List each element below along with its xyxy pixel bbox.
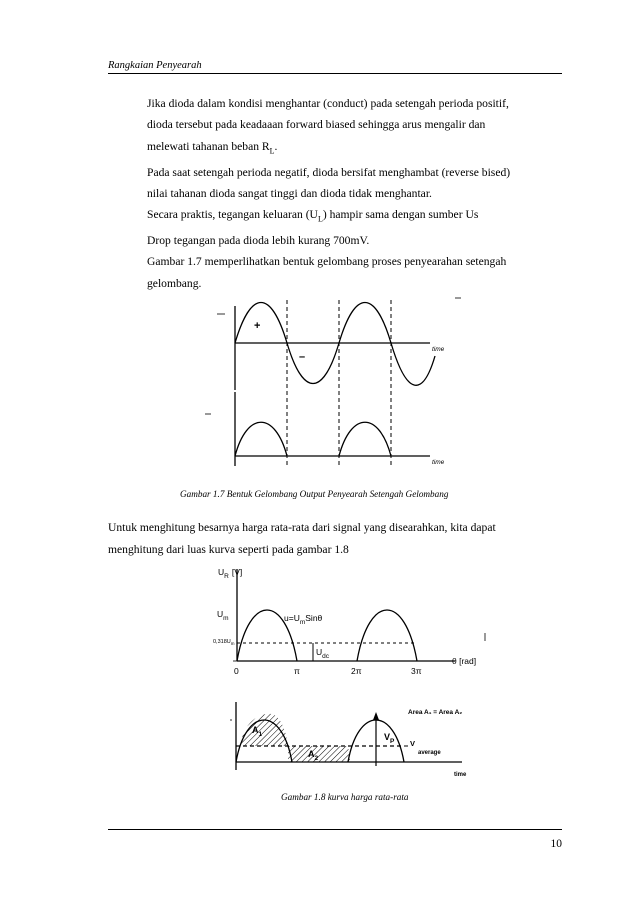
page-number: 10	[550, 838, 562, 850]
paragraph-conduct	[147, 93, 561, 294]
text-line: Secara praktis, tegangan keluaran (U	[147, 208, 318, 222]
figure-1-7-caption: Gambar 1.7 Bentuk Gelombang Output Penyearah Setengah Gelombang	[180, 489, 449, 499]
text-line: nilai tahanan dioda sangat tinggi dan dioda tidak menghantar.	[147, 186, 432, 200]
time-label-top: time	[432, 346, 445, 353]
positive-sign: +	[254, 320, 261, 332]
rectified-pulse	[339, 422, 391, 456]
sine-input-wave	[235, 303, 435, 386]
text-line: Untuk menghitung besarnya harga rata-rata dari signal yang disearahkan, kita dapat	[108, 521, 496, 534]
text-line: Gambar 1.7 memperlihatkan bentuk gelombang proses penyearahan setengah	[147, 255, 507, 269]
time-label-bottom: time	[432, 459, 445, 466]
arrow-head	[373, 712, 379, 720]
figure-1-8-caption: Gambar 1.8 kurva harga rata-rata	[281, 792, 409, 802]
x-axis-label: θ [rad]	[452, 656, 477, 666]
a1-label: $A_1$	[252, 725, 263, 738]
equation-label: $u=U_mSin\theta$	[284, 613, 323, 626]
text-line: .	[274, 139, 278, 153]
area-equation: Area A₁ = Area A₂	[408, 709, 463, 716]
subscript: L	[269, 146, 275, 156]
text-line: menghitung dari luas kurva seperti pada gambar 1.8	[108, 543, 349, 556]
udc-label: $U_{dc}$	[316, 647, 330, 660]
paragraph-average	[108, 517, 562, 561]
text-line: melewati tahanan beban R	[147, 139, 270, 153]
figure-1-7-waveforms	[195, 296, 465, 470]
vp-label: $V_P$	[384, 732, 395, 745]
text-line: ) hampir sama dengan sumber Us	[322, 208, 479, 222]
tick-label: 3π	[411, 666, 422, 676]
figure-1-8-area-diagram	[222, 700, 492, 784]
text-line: dioda tersebut pada keadaaan forward biased sehingga arus mengalir dan	[147, 118, 486, 132]
tick-label: 0	[234, 666, 239, 676]
a2-label: $A_2$	[308, 749, 319, 762]
area-a1	[240, 714, 288, 746]
running-header: Rangkaian Penyearah	[108, 60, 202, 71]
text-line: Jika dioda dalam kondisi menghantar (conduct) pada setengah perioda positif,	[147, 97, 509, 110]
figure-1-8-average-curve	[205, 563, 490, 680]
y-axis-label: $U_R$ [V]	[218, 567, 243, 580]
negative-sign: –	[299, 351, 306, 363]
um-label: $U_m$	[217, 609, 229, 622]
tick-label: π	[294, 666, 300, 676]
text-line: Pada saat setengah perioda negatif, dioda bersifat menghambat (reverse bised)	[147, 165, 511, 179]
text-line: gelombang.	[147, 276, 202, 290]
text-line: Drop tegangan pada dioda lebih kurang 700mV.	[147, 234, 370, 248]
half-sine-pulse	[357, 610, 417, 661]
v-label: V	[410, 739, 416, 748]
subscript: L	[317, 214, 323, 224]
level-label: $0,318U_m$	[213, 639, 235, 646]
footer-rule	[108, 829, 562, 830]
time-label: time	[454, 772, 467, 778]
tick-label: 2π	[351, 666, 362, 676]
rectified-pulse	[235, 422, 287, 456]
average-label: average	[418, 750, 441, 756]
header-rule	[108, 73, 562, 74]
